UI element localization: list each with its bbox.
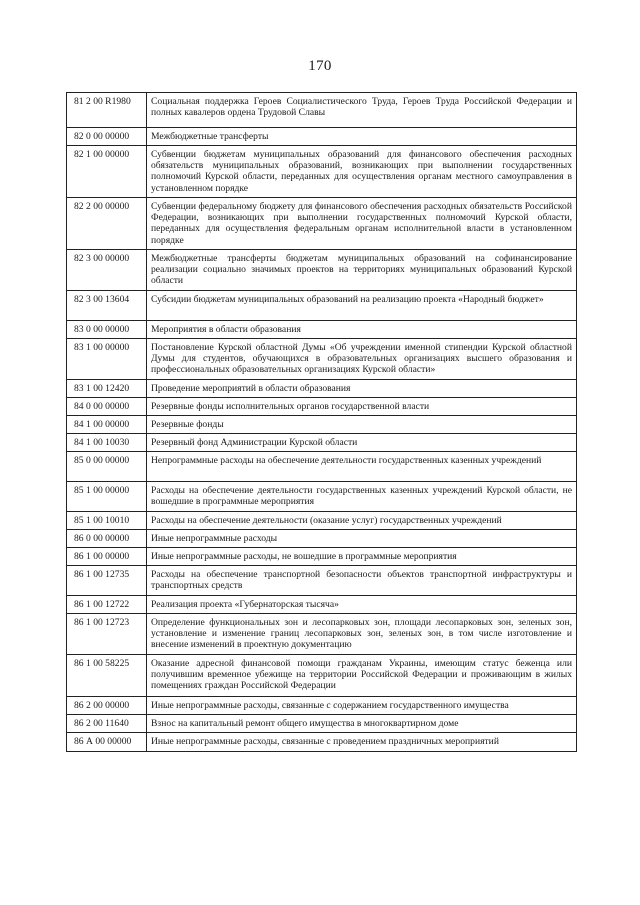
budget-code: 81 2 00 R1980 bbox=[67, 93, 147, 128]
table-row bbox=[67, 715, 577, 733]
table-row bbox=[67, 416, 577, 434]
budget-item-description: Взнос на капитальный ремонт общего имущества в многоквартирном доме bbox=[147, 715, 577, 733]
budget-code: 83 0 00 00000 bbox=[67, 321, 147, 339]
table-row bbox=[67, 530, 577, 548]
budget-code: 86 2 00 11640 bbox=[67, 715, 147, 733]
budget-item-description: Мероприятия в области образования bbox=[147, 321, 577, 339]
table-row bbox=[67, 250, 577, 291]
budget-item-description: Субвенции бюджетам муниципальных образований для финансового обеспечения расходных обязательств муниципальных образований, возникающих при выполнении государственных полномочий Курской области, переданных для осуществления органам местного самоуправления в установленном порядке bbox=[147, 146, 577, 198]
table-row bbox=[67, 614, 577, 655]
budget-item-description: Определение функциональных зон и лесопарковых зон, площади лесопарковых зон, зеленых зон, установление и изменение границ лесопарковых зон, зеленых зон, в том числе изготовление и внесение изменений в проектную документацию bbox=[147, 614, 577, 655]
budget-code: 83 1 00 00000 bbox=[67, 339, 147, 380]
page-number: 170 bbox=[308, 58, 332, 74]
table-row bbox=[67, 198, 577, 250]
table-row bbox=[67, 482, 577, 512]
budget-code: 84 1 00 00000 bbox=[67, 416, 147, 434]
budget-code: 86 2 00 00000 bbox=[67, 697, 147, 715]
table-row bbox=[67, 128, 577, 146]
budget-code: 82 0 00 00000 bbox=[67, 128, 147, 146]
table-body bbox=[67, 93, 577, 752]
budget-code: 82 3 00 13604 bbox=[67, 291, 147, 321]
budget-code: 86 1 00 12722 bbox=[67, 596, 147, 614]
budget-code: 86 А 00 00000 bbox=[67, 733, 147, 752]
budget-code: 84 0 00 00000 bbox=[67, 398, 147, 416]
table-row bbox=[67, 512, 577, 530]
table-row bbox=[67, 398, 577, 416]
budget-code: 85 1 00 10010 bbox=[67, 512, 147, 530]
table-row bbox=[67, 380, 577, 398]
budget-item-description: Социальная поддержка Героев Социалистического Труда, Героев Труда Российской Федерации и полных кавалеров ордена Трудовой Славы bbox=[147, 93, 577, 128]
table-row bbox=[67, 697, 577, 715]
budget-codes-table bbox=[66, 92, 577, 752]
budget-code: 86 1 00 58225 bbox=[67, 655, 147, 697]
budget-item-description: Резервные фонды bbox=[147, 416, 577, 434]
budget-code: 84 1 00 10030 bbox=[67, 434, 147, 452]
table-row bbox=[67, 93, 577, 128]
table-row bbox=[67, 291, 577, 321]
budget-item-description: Расходы на обеспечение деятельности государственных казенных учреждений Курской области, не вошедшие в программные мероприятия bbox=[147, 482, 577, 512]
budget-item-description: Иные непрограммные расходы, не вошедшие в программные мероприятия bbox=[147, 548, 577, 566]
budget-item-description: Проведение мероприятий в области образования bbox=[147, 380, 577, 398]
budget-code: 85 0 00 00000 bbox=[67, 452, 147, 482]
budget-item-description: Расходы на обеспечение транспортной безопасности объектов транспортной инфраструктуры и транспортных средств bbox=[147, 566, 577, 596]
table-row bbox=[67, 655, 577, 697]
budget-item-description: Иные непрограммные расходы, связанные с проведением праздничных мероприятий bbox=[147, 733, 577, 752]
budget-item-description: Оказание адресной финансовой помощи гражданам Украины, имеющим статус беженца или получившим временное убежище на территории Российской Федерации и проживающим в жилых помещениях граждан Российской Федерации bbox=[147, 655, 577, 697]
budget-item-description: Межбюджетные трансферты bbox=[147, 128, 577, 146]
budget-item-description: Расходы на обеспечение деятельности (оказание услуг) государственных учреждений bbox=[147, 512, 577, 530]
budget-code: 86 1 00 12735 bbox=[67, 566, 147, 596]
budget-code: 83 1 00 12420 bbox=[67, 380, 147, 398]
budget-item-description: Субсидии бюджетам муниципальных образований на реализацию проекта «Народный бюджет» bbox=[147, 291, 577, 321]
budget-code: 85 1 00 00000 bbox=[67, 482, 147, 512]
table-row bbox=[67, 321, 577, 339]
table-row bbox=[67, 452, 577, 482]
budget-item-description: Резервные фонды исполнительных органов государственной власти bbox=[147, 398, 577, 416]
budget-item-description: Субвенции федеральному бюджету для финансового обеспечения расходных обязательств Российской Федерации, возникающих при выполнении государственных полномочий Курской области, переданных для осуществления федеральным органам исполнительной власти в установленном порядке bbox=[147, 198, 577, 250]
table-row bbox=[67, 339, 577, 380]
budget-item-description: Постановление Курской областной Думы «Об учреждении именной стипендии Курской областной Думы для студентов, обучающихся в образовательных организациях высшего образования и профессиональных образовательных организациях Курской области» bbox=[147, 339, 577, 380]
table-row bbox=[67, 434, 577, 452]
budget-item-description: Иные непрограммные расходы bbox=[147, 530, 577, 548]
budget-code: 82 3 00 00000 bbox=[67, 250, 147, 291]
budget-item-description: Непрограммные расходы на обеспечение деятельности государственных казенных учреждений bbox=[147, 452, 577, 482]
budget-item-description: Резервный фонд Администрации Курской области bbox=[147, 434, 577, 452]
budget-code: 86 1 00 12723 bbox=[67, 614, 147, 655]
table-row bbox=[67, 548, 577, 566]
table-row bbox=[67, 146, 577, 198]
budget-code: 86 0 00 00000 bbox=[67, 530, 147, 548]
table-row bbox=[67, 596, 577, 614]
budget-code: 82 1 00 00000 bbox=[67, 146, 147, 198]
budget-item-description: Реализация проекта «Губернаторская тысяча» bbox=[147, 596, 577, 614]
budget-code: 86 1 00 00000 bbox=[67, 548, 147, 566]
table-row bbox=[67, 566, 577, 596]
table-row bbox=[67, 733, 577, 752]
budget-item-description: Межбюджетные трансферты бюджетам муниципальных образований на софинансирование реализации социально значимых проектов на территориях муниципальных образований Курской области bbox=[147, 250, 577, 291]
budget-item-description: Иные непрограммные расходы, связанные с содержанием государственного имущества bbox=[147, 697, 577, 715]
budget-code: 82 2 00 00000 bbox=[67, 198, 147, 250]
